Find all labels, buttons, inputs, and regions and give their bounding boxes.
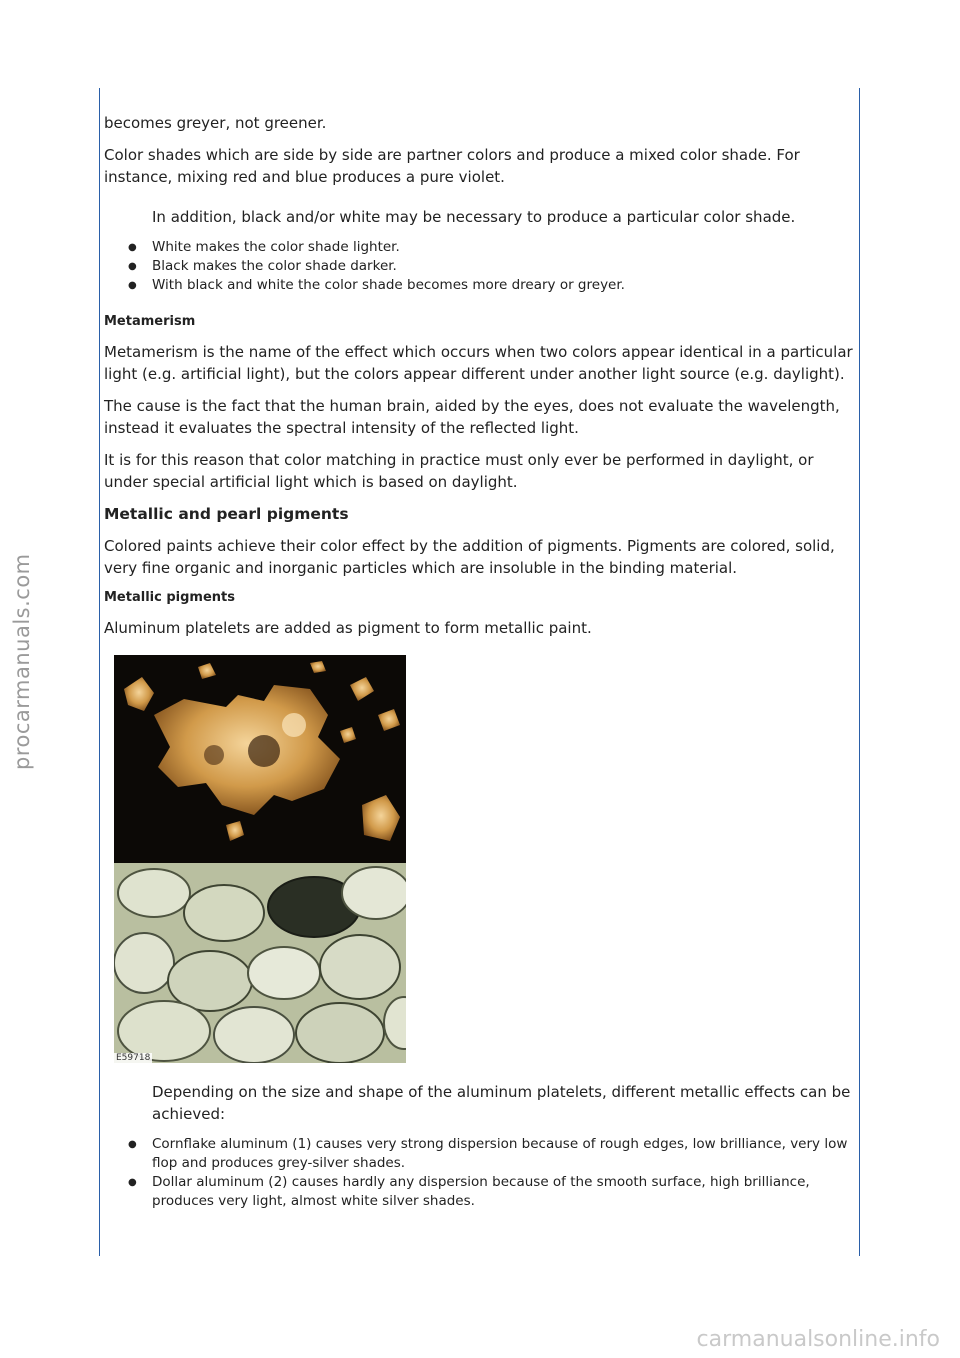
intro-paragraph: becomes greyer, not greener. (104, 114, 327, 132)
depending-paragraph: Depending on the size and shape of the aluminum platelets, different metallic effects can be achieved: (152, 1083, 851, 1123)
list-item: ● Dollar aluminum (2) causes hardly any dispersion because of the smooth surface, high brilliance, produces very light, almost white silver shades. (152, 1173, 854, 1211)
list-item: ● With black and white the color shade becomes more dreary or greyer. (152, 276, 854, 295)
metamerism-paragraph-1: Metamerism is the name of the effect which occurs when two colors appear identical in a particular light (e.g. artificial light), but the colors appear different under another light source (e.g. daylight). (104, 343, 853, 383)
metallic-pigments-heading: Metallic pigments (104, 590, 235, 605)
metallic-pearl-heading: Metallic and pearl pigments (104, 505, 349, 523)
metamerism-paragraph-3: It is for this reason that color matching in practice must only ever be performed in daylight, or under special artificial light which is based on daylight. (104, 451, 814, 491)
side-watermark: procarmanuals.com (10, 553, 34, 770)
pigments-paragraph: Colored paints achieve their color effect by the addition of pigments. Pigments are colored, solid, very fine organic and inorganic particles which are insoluble in the binding material. (104, 537, 835, 577)
aluminum-types-list (104, 1135, 854, 1211)
list-item: ● Black makes the color shade darker. (152, 257, 854, 276)
figure-id-label: E59718 (116, 1053, 151, 1063)
document-body (104, 112, 854, 1211)
cornflake-aluminum-micrograph (114, 655, 406, 863)
right-margin-rule (859, 88, 860, 1256)
addition-paragraph: In addition, black and/or white may be necessary to produce a particular color shade. (152, 208, 796, 226)
metamerism-heading: Metamerism (104, 314, 196, 329)
black-white-list (104, 238, 854, 295)
partner-colors-paragraph: Color shades which are side by side are partner colors and produce a mixed color shade. For instance, mixing red and blue produces a pure violet. (104, 146, 800, 186)
aluminum-platelets-figure (110, 655, 406, 1065)
list-item: ● Cornflake aluminum (1) causes very strong dispersion because of rough edges, low brilliance, very low flop and produces grey-silver shades. (152, 1135, 854, 1173)
metamerism-paragraph-2: The cause is the fact that the human brain, aided by the eyes, does not evaluate the wavelength, instead it evaluates the spectral intensity of the reflected light. (104, 397, 840, 437)
dollar-aluminum-micrograph (114, 863, 406, 1063)
left-margin-rule (99, 88, 100, 1256)
aluminum-paragraph: Aluminum platelets are added as pigment to form metallic paint. (104, 619, 592, 637)
list-item: ● White makes the color shade lighter. (152, 238, 854, 257)
bottom-watermark: carmanualsonline.info (696, 1327, 940, 1352)
